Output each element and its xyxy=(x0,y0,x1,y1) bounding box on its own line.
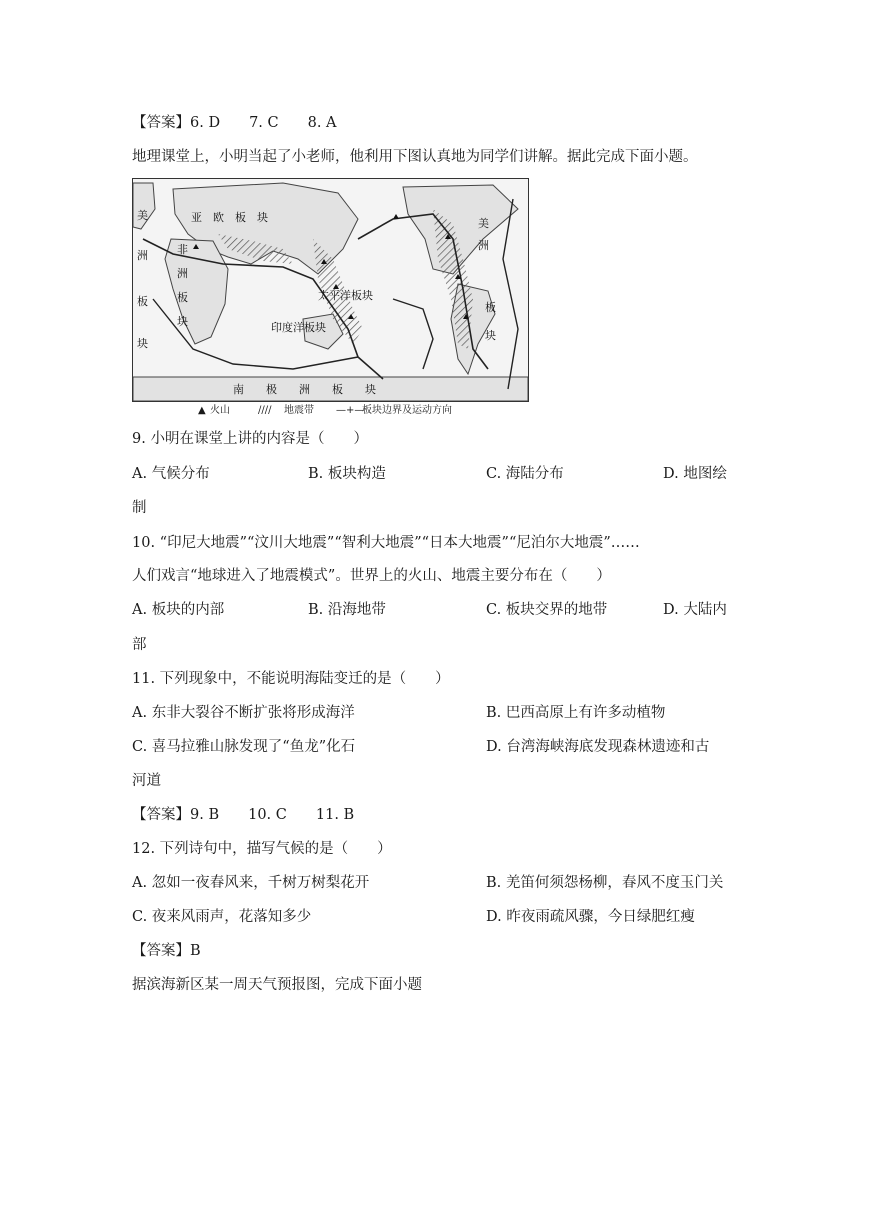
q9-stem: 9. 小明在课堂上讲的内容是（ ） xyxy=(132,431,368,447)
q10-option-d-wrap: 部 xyxy=(132,637,147,653)
label-antarctic: 南 极 洲 板 块 xyxy=(233,383,376,396)
q12-option-b: B. 羌笛何须怨杨柳，春风不度玉门关 xyxy=(486,875,724,891)
q10-option-d: D. 大陆内 xyxy=(663,602,727,618)
plate-tectonics-map xyxy=(132,178,529,402)
q9-option-a: A. 气候分布 xyxy=(132,466,210,482)
intro-text: 地理课堂上，小明当起了小老师，他利用下图认真地为同学们讲解。据此完成下面小题。 xyxy=(132,149,698,165)
q9-option-d-wrap: 制 xyxy=(132,500,147,516)
seismic-legend-icon: //// xyxy=(258,405,272,416)
q12-stem: 12. 下列诗句中，描写气候的是（ ） xyxy=(132,841,392,857)
boundary-legend-icon: —+— xyxy=(336,405,365,416)
q11-option-c: C. 喜马拉雅山脉发现了“鱼龙”化石 xyxy=(132,739,356,755)
q12-option-a: A. 忽如一夜春风来，千树万树梨花开 xyxy=(132,875,370,891)
label-pacific: 太平洋板块 xyxy=(318,289,373,302)
q10-option-b: B. 沿海地带 xyxy=(308,602,386,618)
q10-stem-1: 10. “印尼大地震”“汶川大地震”“智利大地震”“日本大地震”“尼泊尔大地震”…… xyxy=(132,535,640,551)
legend-volcano: 火山 xyxy=(210,405,230,416)
answer-12: 【答案】B xyxy=(132,943,201,959)
q11-option-d: D. 台湾海峡海底发现森林遗迹和古 xyxy=(486,739,710,755)
map-legend xyxy=(198,404,528,418)
label-america-right-3: 板 xyxy=(485,301,496,314)
answer-6-8: 【答案】6. D 7. C 8. A xyxy=(132,115,337,131)
q9-option-c: C. 海陆分布 xyxy=(486,466,564,482)
label-america-left-3: 板 xyxy=(137,295,148,308)
q10-option-a: A. 板块的内部 xyxy=(132,602,225,618)
label-america-left-1: 美 xyxy=(137,209,148,222)
q11-option-b: B. 巴西高原上有许多动植物 xyxy=(486,705,666,721)
label-eurasia: 亚 欧 板 块 xyxy=(191,211,268,224)
label-america-left-4: 块 xyxy=(137,337,148,350)
q12-option-c: C. 夜来风雨声，花落知多少 xyxy=(132,909,312,925)
q11-option-d-wrap: 河道 xyxy=(132,773,161,789)
q11-option-a: A. 东非大裂谷不断扩张将形成海洋 xyxy=(132,705,355,721)
label-africa-1: 非 xyxy=(177,243,188,256)
label-america-right-2: 洲 xyxy=(478,239,489,252)
q12-option-d: D. 昨夜雨疏风骤，今日绿肥红瘦 xyxy=(486,909,695,925)
q10-stem-2: 人们戏言“地球进入了地震模式”。世界上的火山、地震主要分布在（ ） xyxy=(132,568,611,584)
outro-text: 据滨海新区某一周天气预报图，完成下面小题 xyxy=(132,977,422,993)
answer-9-11: 【答案】9. B 10. C 11. B xyxy=(132,807,355,823)
q9-option-d: D. 地图绘 xyxy=(663,466,727,482)
label-africa-2: 洲 xyxy=(177,267,188,280)
label-africa-3: 板 xyxy=(177,291,188,304)
q9-option-b: B. 板块构造 xyxy=(308,466,386,482)
q10-option-c: C. 板块交界的地带 xyxy=(486,602,608,618)
label-africa-4: 块 xyxy=(177,315,188,328)
legend-boundary: 板块边界及运动方向 xyxy=(362,405,452,416)
label-america-left-2: 洲 xyxy=(137,249,148,262)
volcano-legend-icon: ▲ xyxy=(198,405,206,416)
legend-seismic: 地震带 xyxy=(284,405,314,416)
q11-stem: 11. 下列现象中，不能说明海陆变迁的是（ ） xyxy=(132,671,450,687)
label-indian: 印度洋板块 xyxy=(271,321,326,334)
label-america-right-4: 块 xyxy=(485,329,496,342)
label-america-right-1: 美 xyxy=(478,217,489,230)
